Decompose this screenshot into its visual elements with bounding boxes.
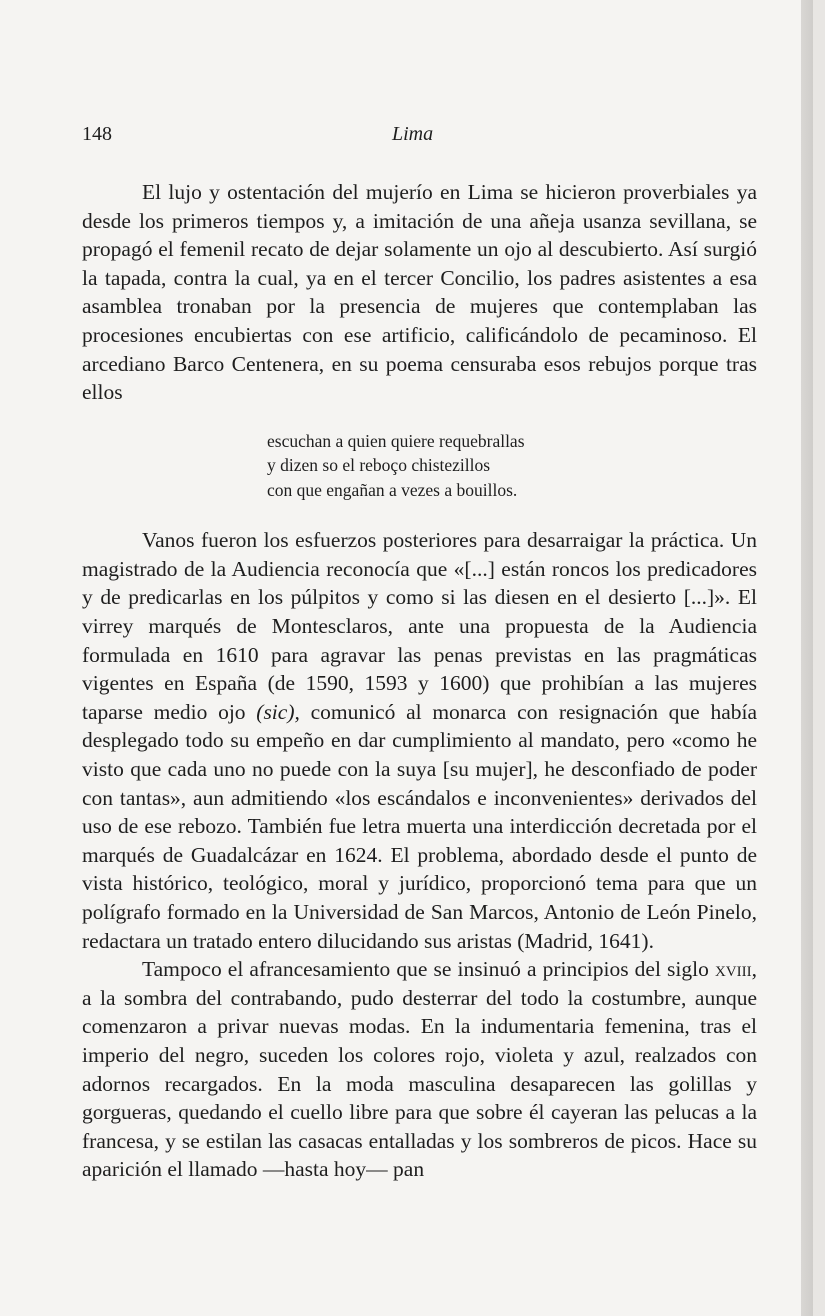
- paragraph-2: [82, 526, 757, 955]
- running-title: Lima: [392, 123, 434, 145]
- verse-line-1: escuchan a quien quiere requebrallas: [267, 430, 525, 451]
- sic-annotation: (sic),: [256, 699, 300, 724]
- paragraph-3: [82, 955, 757, 1184]
- paragraph-1: El lujo y ostentación del mujerío en Lima se hicieron proverbiales ya desde los primeros tiempos y, a imitación de una añeja usanza sevillana, se propagó el femenil recato de dejar solamente un ojo al descubierto. Así surgió la tapada, contra la cual, ya en el tercer Concilio, los padres asistentes a esa asamblea tronaban por la presencia de mujeres que contemplaban las procesiones encubiertas con ese artificio, calificándolo de pecaminoso. El arcediano Barco Centenera, en su poema censuraba esos rebujos porque tras ellos: [82, 180, 757, 405]
- paragraph-2-part-a: Vanos fueron los esfuerzos posteriores para desarraigar la práctica. Un magistrado de la Audiencia reconocía que «[...] están roncos los predicadores y de predicarlas en los púlpitos y como si las diesen en el desierto [...]». El virrey marqués de Montesclaros, ante una propuesta de la Audiencia formulada en 1610 para agravar las penas previstas en las pragmáticas vigentes en España (de 1590, 1593 y 1600) que prohibían a las mujeres taparse medio ojo: [82, 528, 757, 724]
- body-text: [82, 178, 757, 1184]
- paragraph-2-part-b: comunicó al monarca con resignación que había desplegado todo su empeño en dar cumplimiento al mandato, pero «como he visto que cada uno no puede con la suya [su mujer], he desconfiado de poder con tantas», aun admitiendo «los escándalos e inconvenientes» derivados del uso de ese rebozo. También fue letra muerta una interdicción decretada por el marqués de Guadalcázar en 1624. El problema, abordado desde el punto de vista histórico, teológico, moral y jurídico, proporcionó tema para que un polígrafo formado en la Universidad de San Marcos, Antonio de León Pinelo, redactara un tratado entero dilucidando sus aristas (Madrid, 1641).: [82, 699, 758, 953]
- paragraph-3-part-a: Tampoco el afrancesamiento que se insinuó a principios del siglo: [142, 957, 715, 982]
- verse-quote: [267, 429, 757, 503]
- page-number: 148: [82, 123, 112, 145]
- verse-line-2: y dizen so el reboço chistezillos: [267, 455, 491, 476]
- page-edge-shadow: [801, 0, 813, 1316]
- page-header: [82, 123, 757, 151]
- paragraph-3-part-b: , a la sombra del contrabando, pudo desterrar del todo la costumbre, aunque comenzaron a privar nuevas modas. En la indumentaria femenina, tras el imperio del negro, suceden los colores rojo, violeta y azul, realzados con adornos recargados. En la moda masculina desaparecen las golillas y gorgueras, quedando el cuello libre para que sobre él cayeran las pelucas a la francesa, y se estilan las casacas entalladas y los sombreros de picos. Hace su aparición el llamado —hasta hoy— pan: [82, 957, 757, 1182]
- verse-line-3: con que engañan a vezes a bouillos.: [267, 479, 518, 500]
- century-numeral: xviii: [714, 957, 752, 982]
